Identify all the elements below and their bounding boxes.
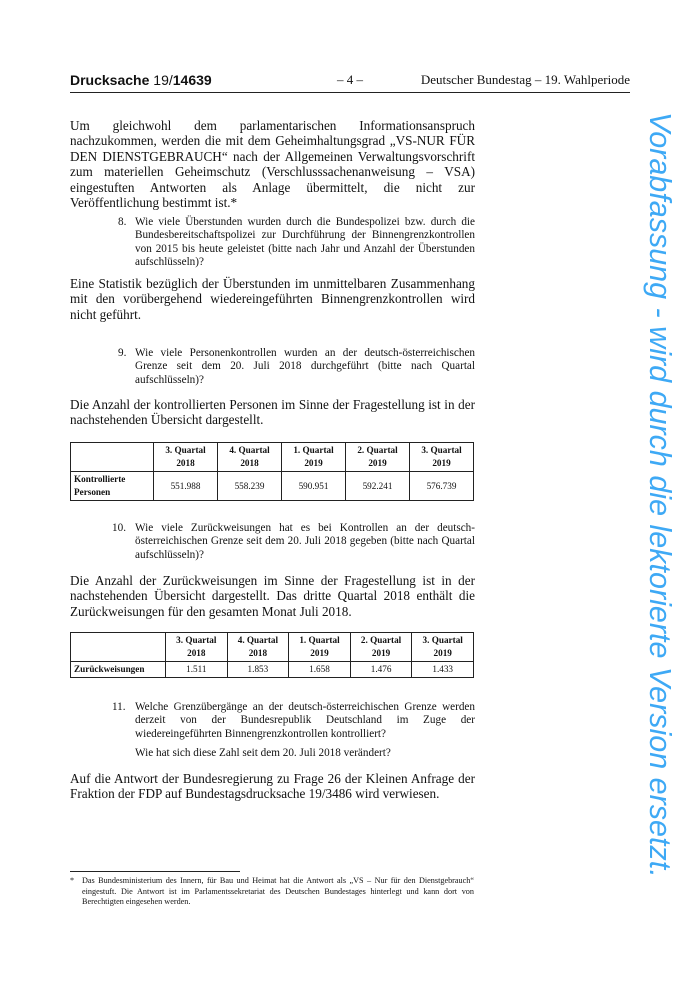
question-number: 10. xyxy=(112,522,126,534)
column-header: 3. Quartal 2018 xyxy=(154,443,218,472)
page-header xyxy=(70,72,630,88)
row-label: Zurückweisungen xyxy=(71,662,166,678)
document-number-bold: 14639 xyxy=(172,72,212,88)
footnote-mark: * xyxy=(70,876,75,885)
question-subtext: Wie hat sich diese Zahl seit dem 20. Juli 2018 verändert? xyxy=(135,747,391,760)
column-header: 1. Quartal 2019 xyxy=(282,443,346,472)
page-number: – 4 – xyxy=(337,72,363,87)
header-rule xyxy=(70,92,630,93)
table-zurueckweisungen xyxy=(70,632,474,678)
table-cell: 1.853 xyxy=(227,662,289,678)
intro-paragraph: Um gleichwohl dem parlamentarischen Informationsanspruch nachzukommen, werden die mit dem Geheimhaltungsgrad „VS-NUR FÜR DEN DIENSTGEBRAUCH“ nach der Allgemeinen Verwaltungsvorschrift zum materiellen Geheimschutz (Verschlusssachenanweisung – VSA) eingestuften Antworten als Anlage übermittelt, die nicht zur Veröffentlichung bestimmt ist.* xyxy=(70,118,475,211)
footnote xyxy=(70,876,474,908)
question-11 xyxy=(112,701,475,761)
table-row xyxy=(71,662,474,678)
answer-8: Eine Statistik bezüglich der Überstunden im unmittelbaren Zusammenhang mit den vorübergehend wiedereingeführten Binnengrenzkontrollen wird nicht geführt. xyxy=(70,276,475,322)
question-9 xyxy=(118,347,475,387)
answer-9: Die Anzahl der kontrollierten Personen im Sinne der Fragestellung ist in der nachstehenden Übersicht dargestellt. xyxy=(70,397,475,428)
table-corner-cell xyxy=(71,633,166,662)
column-header: 2. Quartal 2019 xyxy=(350,633,412,662)
footnote-rule xyxy=(70,871,240,872)
table-cell: 1.658 xyxy=(289,662,351,678)
table-corner-cell xyxy=(71,443,154,472)
table-cell: 558.239 xyxy=(218,472,282,501)
question-text: Welche Grenzübergänge an der deutsch-österreichischen Grenze werden derzeit von der Bundesrepublik Deutschland im Zuge der wiedereingeführten Binnengrenzkontrollen kontrolliert? xyxy=(135,701,475,740)
table-cell: 1.511 xyxy=(166,662,228,678)
table-cell: 592.241 xyxy=(346,472,410,501)
table-cell: 1.476 xyxy=(350,662,412,678)
document-label: Drucksache xyxy=(70,72,150,88)
question-number: 8. xyxy=(118,216,127,228)
column-header: 1. Quartal 2019 xyxy=(289,633,351,662)
table-header-row xyxy=(71,633,474,662)
answer-10: Die Anzahl der Zurückweisungen im Sinne der Fragestellung ist in der nachstehenden Übersicht dargestellt. Das dritte Quartal 2018 enthält die Zurückweisungen für den gesamten Monat Juli 2018. xyxy=(70,573,475,619)
row-label: Kontrollierte Personen xyxy=(71,472,154,501)
table-cell: 551.988 xyxy=(154,472,218,501)
column-header: 4. Quartal 2018 xyxy=(218,443,282,472)
document-number-prefix: 19/ xyxy=(153,72,173,88)
question-8 xyxy=(118,216,475,270)
question-text: Wie viele Personenkontrollen wurden an der deutsch-österreichischen Grenze seit dem 20. Juli 2018 durchgeführt (bitte nach Quartal aufschlüsseln)? xyxy=(135,347,475,386)
column-header: 2. Quartal 2019 xyxy=(346,443,410,472)
draft-watermark: Vorabfassung - wird durch die lektorierte Version ersetzt. xyxy=(643,112,677,878)
question-text: Wie viele Überstunden wurden durch die Bundespolizei bzw. durch die Bundesbereitschaftspolizei zur Durchführung der Binnengrenzkontrollen von 2015 bis heute geleistet (bitte nach Jahr und Anzahl der Überstunden aufschlüsseln)? xyxy=(135,216,475,269)
question-number: 9. xyxy=(118,347,127,359)
column-header: 3. Quartal 2019 xyxy=(412,633,474,662)
table-cell: 1.433 xyxy=(412,662,474,678)
footnote-text: Das Bundesministerium des Innern, für Bau und Heimat hat die Antwort als „VS – Nur für den Dienstgebrauch“ eingestuft. Die Antwort ist im Parlamentssekretariat des Deutschen Bundestages hinterlegt und kann dort von Berechtigten eingesehen werden. xyxy=(82,876,474,907)
table-personenkontrollen xyxy=(70,442,474,501)
question-10 xyxy=(112,522,475,562)
parliament-label: Deutscher Bundestag – 19. Wahlperiode xyxy=(420,72,630,87)
table-header-row xyxy=(71,443,474,472)
column-header: 3. Quartal 2018 xyxy=(166,633,228,662)
answer-11: Auf die Antwort der Bundesregierung zu Frage 26 der Kleinen Anfrage der Fraktion der FDP auf Bundestagsdrucksache 19/3486 wird verwiesen. xyxy=(70,771,475,802)
table-row xyxy=(71,472,474,501)
table-cell: 576.739 xyxy=(410,472,474,501)
question-text: Wie viele Zurückweisungen hat es bei Kontrollen an der deutsch-österreichischen Grenze seit dem 20. Juli 2018 gegeben (bitte nach Quartal aufschlüsseln)? xyxy=(135,522,475,561)
table-cell: 590.951 xyxy=(282,472,346,501)
column-header: 3. Quartal 2019 xyxy=(410,443,474,472)
column-header: 4. Quartal 2018 xyxy=(227,633,289,662)
question-number: 11. xyxy=(112,701,126,713)
